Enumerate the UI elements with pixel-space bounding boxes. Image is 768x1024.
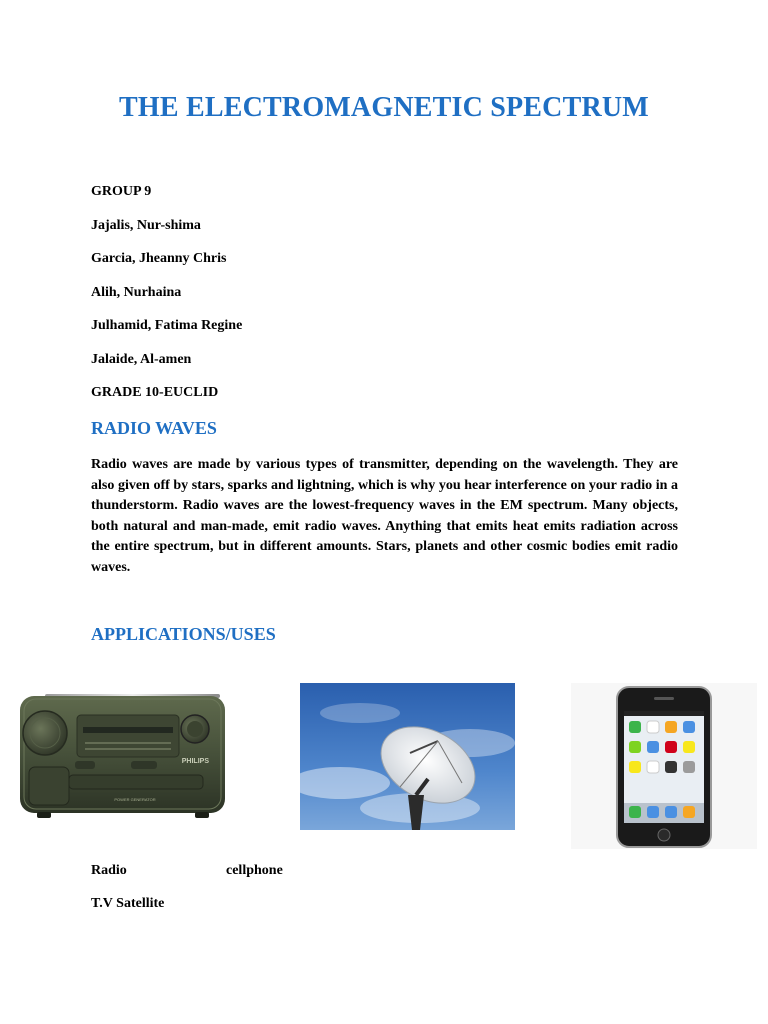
radio-image [15, 683, 230, 828]
cellphone-image [614, 685, 714, 849]
document-title: THE ELECTROMAGNETIC SPECTRUM [119, 92, 649, 123]
group-label: GROUP 9 [91, 184, 152, 199]
radio-caption: Radio [91, 863, 127, 878]
member-name: Garcia, Jheanny Chris [91, 251, 227, 266]
member-name: Jajalis, Nur-shima [91, 218, 201, 233]
member-name: Jalaide, Al-amen [91, 352, 192, 367]
member-name: Julhamid, Fatima Regine [91, 318, 243, 333]
grade-label: GRADE 10-EUCLID [91, 385, 219, 400]
applications-heading: APPLICATIONS/USES [91, 624, 276, 644]
member-name: Alih, Nurhaina [91, 285, 182, 300]
satellite-dish-image [300, 683, 515, 830]
radio-waves-paragraph: Radio waves are made by various types of transmitter, depending on the wavelength. They are also given off by stars, sparks and lightning, which is why you hear interference on your radio in a thunderstorm. Radio waves are the lowest-frequency waves in the EM spectrum. Many objects, both natural and man-made, emit radio waves. Anything that emits heat emits radiation across the entire spectrum, but in different amounts. Stars, planets and other cosmic bodies emit radio waves. [91, 457, 678, 575]
radio-panel-text: POWER GENERATOR [114, 797, 156, 802]
cellphone-caption: cellphone [226, 863, 283, 878]
radio-waves-heading: RADIO WAVES [91, 418, 217, 438]
satellite-caption: T.V Satellite [91, 896, 165, 911]
radio-brand-text: PHILIPS [181, 758, 209, 765]
